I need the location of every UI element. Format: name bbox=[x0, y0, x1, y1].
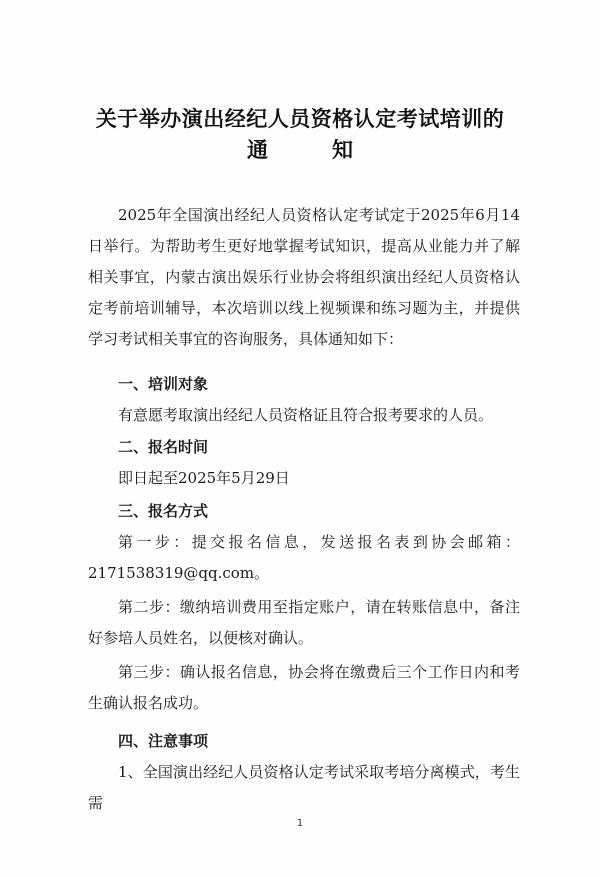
page-number: 1 bbox=[296, 818, 304, 829]
section-paragraph: 第一步：提交报名信息，发送报名表到协会邮箱：2171538319@qq.com。 bbox=[88, 533, 520, 582]
document-title-notice: 通知 bbox=[247, 137, 417, 162]
section-1 bbox=[88, 369, 520, 431]
section-paragraph: 第二步：缴纳培训费用至指定账户，请在转账信息中，备注好参培人员姓名，以便核对确认。 bbox=[88, 598, 520, 647]
section-heading: 三、报名方式 bbox=[118, 502, 209, 520]
section-paragraph: 有意愿考取演出经纪人员资格证且符合报考要求的人员。 bbox=[118, 406, 494, 424]
document-title: 关于举办演出经纪人员资格认定考试培训的 bbox=[95, 106, 505, 131]
section-heading: 四、注意事项 bbox=[118, 732, 209, 750]
section-heading: 二、报名时间 bbox=[118, 438, 209, 456]
section-4 bbox=[88, 726, 520, 819]
section-paragraph: 即日起至2025年5月29日 bbox=[118, 469, 290, 487]
section-2 bbox=[88, 432, 520, 494]
section-heading: 一、培训对象 bbox=[118, 375, 209, 393]
intro-text: 2025年全国演出经纪人员资格认定考试定于2025年6月14日举行。为帮助考生更好地掌握考试知识，提高从业能力并了解相关事宜，内蒙古演出娱乐行业协会将组织演出经纪人员资格认定考前培训辅导，本次培训以线上视频课和练习题为主，并提供学习考试相关事宜的咨询服务，具体通知如下： bbox=[88, 206, 520, 348]
intro-paragraph bbox=[88, 200, 520, 355]
section-3 bbox=[88, 496, 520, 719]
section-paragraph: 1、全国演出经纪人员资格认定考试采取考培分离模式，考生需 bbox=[88, 763, 520, 812]
section-paragraph: 第三步：确认报名信息，协会将在缴费后三个工作日内和考生确认报名成功。 bbox=[88, 663, 520, 712]
